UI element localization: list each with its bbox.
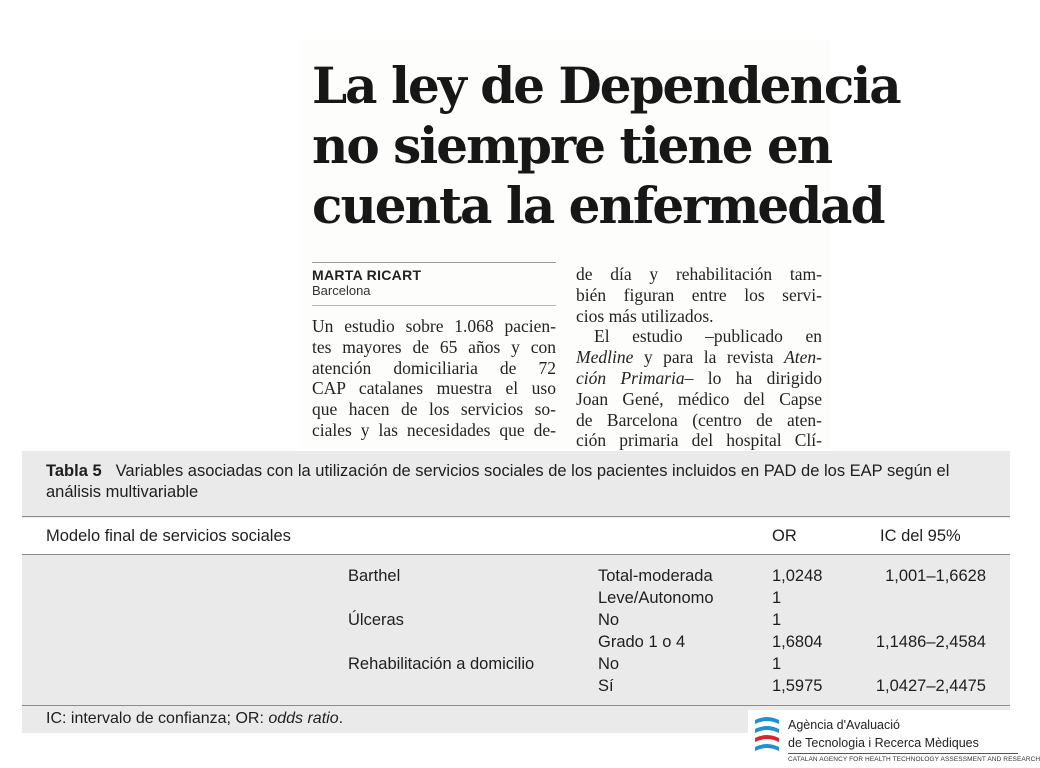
journal-name: Aten-	[784, 347, 822, 368]
article-text-line: atención domiciliaria de 72	[312, 357, 556, 378]
table-rule	[22, 705, 1010, 706]
table-cell-or: 1,5975	[772, 677, 823, 695]
logo-rule	[788, 753, 1018, 754]
table-cell-ic: 1,001–1,6628	[885, 567, 986, 585]
article-text-line: tes mayores de 65 años y con	[312, 336, 556, 357]
table-caption	[46, 461, 996, 503]
results-table	[22, 451, 1010, 733]
table-cell-variable: Úlceras	[348, 611, 404, 629]
article-text-line	[576, 347, 822, 368]
byline-rule-bottom	[312, 305, 556, 306]
headline-line: cuenta la enfermedad	[312, 176, 884, 235]
table-cell-category: Grado 1 o 4	[598, 633, 686, 651]
article-text-line: bién figuran entre los servi-	[576, 284, 822, 305]
table-cell-category: No	[598, 655, 620, 673]
table-cell-category: Leve/Autonomo	[598, 589, 714, 607]
table-cell-or: 1,6804	[772, 633, 823, 651]
table-cell-or: 1	[772, 611, 782, 629]
agency-logo-icon	[752, 714, 782, 756]
table-cell-category: No	[598, 611, 620, 629]
journal-name: ción Primaria	[576, 367, 685, 388]
article-text-line: ción primaria del hospital Clí-	[576, 430, 822, 451]
article-text-line: ciales y las necesidades que de-	[312, 419, 556, 440]
article-text-line	[576, 368, 822, 389]
header-ic: IC del 95%	[880, 527, 961, 545]
table-cell-ic: 1,1486–2,4584	[875, 633, 986, 651]
logo-line-1: Agència d'Avaluació	[788, 718, 900, 732]
table-rule	[22, 554, 1010, 555]
article-text-line: cios más utilizados.	[576, 305, 714, 326]
header-or: OR	[772, 527, 797, 545]
article-text-line: Joan Gené, médico del Capse	[576, 388, 822, 409]
logo-line-2: de Tecnologia i Recerca Mèdiques	[788, 736, 979, 750]
article-text-line: que hacen de los servicios so-	[312, 399, 556, 420]
article-right-column	[576, 262, 822, 451]
article-text-line: de Barcelona (centro de aten-	[576, 409, 822, 430]
table-title: Variables asociadas con la utilización de servicios sociales de los pacientes incluidos en PAD de los EAP según el análisis multivariable	[46, 462, 950, 501]
headline-line: La ley de Dependencia	[312, 56, 900, 115]
article-text-line: Un estudio sobre 1.068 pacien-	[312, 316, 556, 336]
agency-logo	[748, 710, 1040, 766]
table-cell-ic: 1,0427–2,4475	[875, 677, 986, 695]
table-cell-or: 1	[772, 589, 782, 607]
table-footnote	[46, 709, 343, 729]
article-author: MARTA RICART	[312, 267, 422, 283]
table-header	[22, 518, 1010, 554]
table-cell-or: 1,0248	[772, 567, 823, 585]
header-model: Modelo final de servicios sociales	[46, 527, 291, 545]
table-cell-or: 1	[772, 655, 782, 673]
table-cell-category: Total-moderada	[598, 567, 713, 585]
table-rule	[22, 516, 1010, 517]
article-text-fragment: y para la revista	[633, 347, 785, 368]
table-number: Tabla 5	[46, 462, 102, 480]
table-cell-variable: Barthel	[348, 567, 401, 585]
headline-line: no siempre tiene en	[312, 116, 832, 175]
footnote-end: .	[338, 710, 344, 727]
footnote-text: IC: intervalo de confianza; OR:	[46, 710, 269, 727]
byline-rule-top	[312, 262, 556, 263]
article-text-line: de día y rehabilitación tam-	[576, 264, 822, 284]
article-text-line: CAP catalanes muestra el uso	[312, 378, 556, 399]
newspaper-clipping	[300, 40, 900, 451]
article-place: Barcelona	[312, 283, 371, 298]
article-text-line: El estudio –publicado en	[594, 326, 822, 347]
journal-name: Medline	[576, 347, 634, 368]
table-cell-category: Sí	[598, 677, 614, 695]
article-text-fragment: – lo ha dirigido	[684, 367, 822, 388]
logo-line-3: CATALAN AGENCY FOR HEALTH TECHNOLOGY ASSESSMENT AND RESEARCH	[788, 756, 1040, 763]
table-cell-variable: Rehabilitación a domicilio	[348, 655, 535, 673]
footnote-italic: odds ratio	[268, 710, 339, 727]
article-left-column	[312, 262, 556, 441]
article-headline	[312, 56, 900, 236]
